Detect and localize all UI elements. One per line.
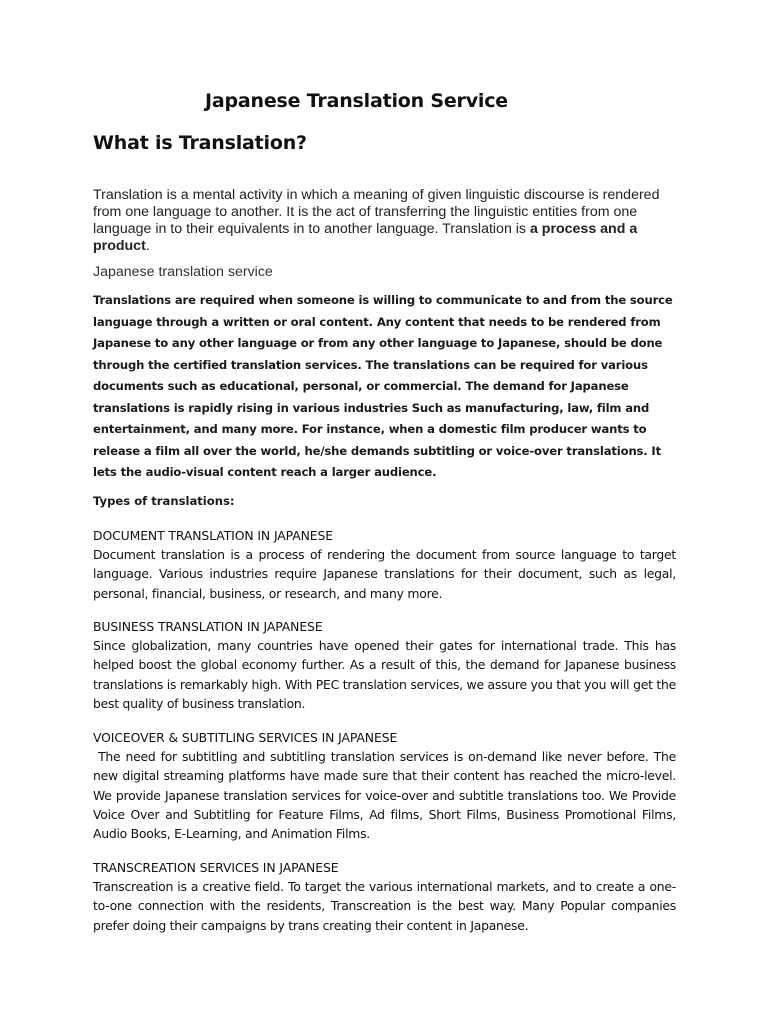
section-heading-what-is-translation: What is Translation? <box>93 132 307 154</box>
bold-paragraph: Translations are required when someone is willing to communicate to and from the source language through a written or oral content. Any content that needs to be rendered from Japanese to any other language or from any other language to Japanese, should be done through the certified translation services. The translations can be required for various documents such as educational, personal, or commercial. The demand for Japanese translations is rapidly rising in various industries Such as manufacturing, law, film and entertainment, and many more. For instance, when a domestic film producer wants to release a film all over the world, he/she demands subtitling or voice-over translations. It lets the audio-visual content reach a larger audience. <box>93 293 673 479</box>
section-body: Transcreation is a creative field. To target the various international markets, and to create a one-to-one connection with the residents, Transcreation is the best way. Many Popular companies prefer doing their campaigns by trans creating their content in Japanese. <box>93 879 676 933</box>
section-document-translation <box>93 526 676 603</box>
document-title: Japanese Translation Service <box>205 90 508 112</box>
subsection-label: Japanese translation service <box>93 264 273 280</box>
intro-end: . <box>145 238 150 254</box>
section-heading: BUSINESS TRANSLATION IN JAPANESE <box>93 619 323 634</box>
section-heading: VOICEOVER & SUBTITLING SERVICES IN JAPANESE <box>93 730 398 745</box>
intro-text: Translation is a mental activity in which a meaning of given linguistic discourse is rendered from one language to another. It is the act of transferring the linguistic entities from one language in to their equivalents in to another language. Translation is <box>93 187 660 237</box>
section-heading: DOCUMENT TRANSLATION IN JAPANESE <box>93 528 334 543</box>
intro-paragraph <box>93 187 683 255</box>
section-transcreation <box>93 858 676 935</box>
section-body: Since globalization, many countries have opened their gates for international trade. This has helped boost the global economy further. As a result of this, the demand for Japanese business translations is remarkably high. With PEC translation services, we assure you that you will get the best quality of business translation. <box>93 638 676 711</box>
section-heading: TRANSCREATION SERVICES IN JAPANESE <box>93 860 339 875</box>
types-heading: Types of translations: <box>93 494 235 508</box>
section-body: The need for subtitling and subtitling translation services is on-demand like never before. The new digital streaming platforms have made sure that their content has reached the micro-level. We provide Japanese translation services for voice-over and subtitle translations too. We Provide Voice Over and Subtitling for Feature Films, Ad films, Short Films, Business Promotional Films, Audio Books, E-Learning, and Animation Films. <box>93 749 680 842</box>
intro-emphasis: a process and a product <box>93 221 638 254</box>
section-business-translation <box>93 617 676 713</box>
section-voiceover-subtitling <box>93 728 680 843</box>
section-body: Document translation is a process of rendering the document from source language to target language. Various industries require Japanese translations for their document, such as legal, personal, financial, business, or research, and many more. <box>93 547 676 601</box>
